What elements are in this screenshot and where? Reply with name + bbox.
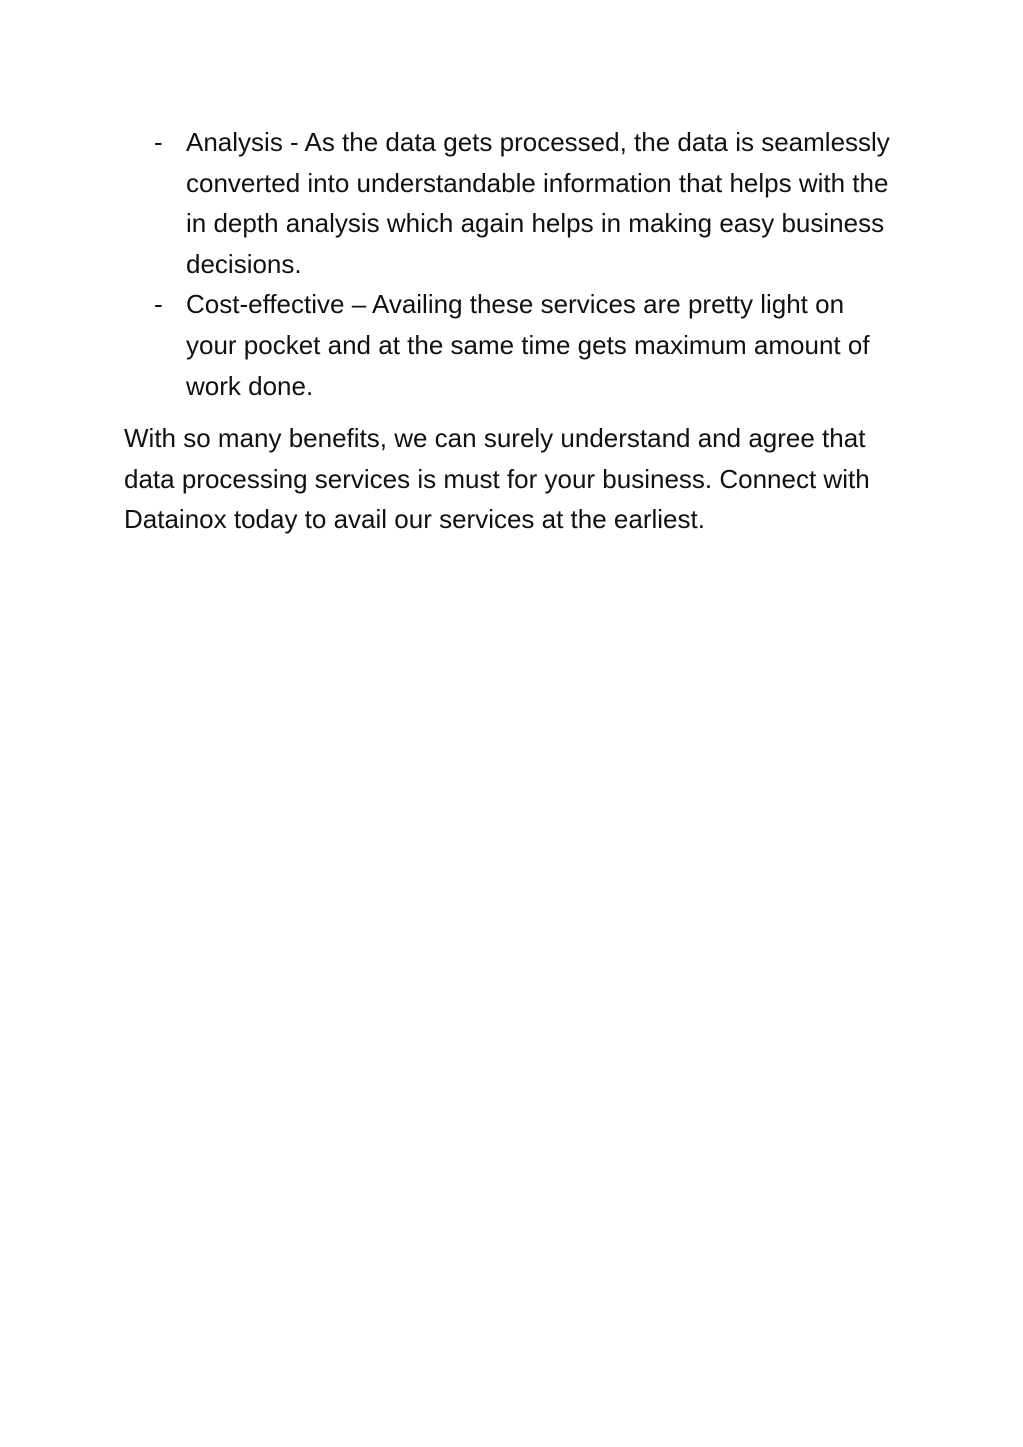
bullet-marker: - bbox=[154, 127, 163, 157]
document-body bbox=[124, 122, 894, 540]
closing-paragraph: With so many benefits, we can surely understand and agree that data processing services is must for your business. Connect with Datainox today to avail our services at the earliest. bbox=[124, 423, 870, 535]
list-item-analysis bbox=[124, 122, 894, 284]
list-item-text: Cost-effective – Availing these services are pretty light on your pocket and at the same time gets maximum amount of work done. bbox=[186, 289, 870, 401]
benefits-list bbox=[124, 122, 894, 406]
list-item-cost-effective bbox=[124, 284, 894, 406]
list-item-text: Analysis - As the data gets processed, the data is seamlessly converted into understandable information that helps with the in depth analysis which again helps in making easy business decisions. bbox=[186, 127, 890, 279]
bullet-marker: - bbox=[154, 289, 163, 320]
